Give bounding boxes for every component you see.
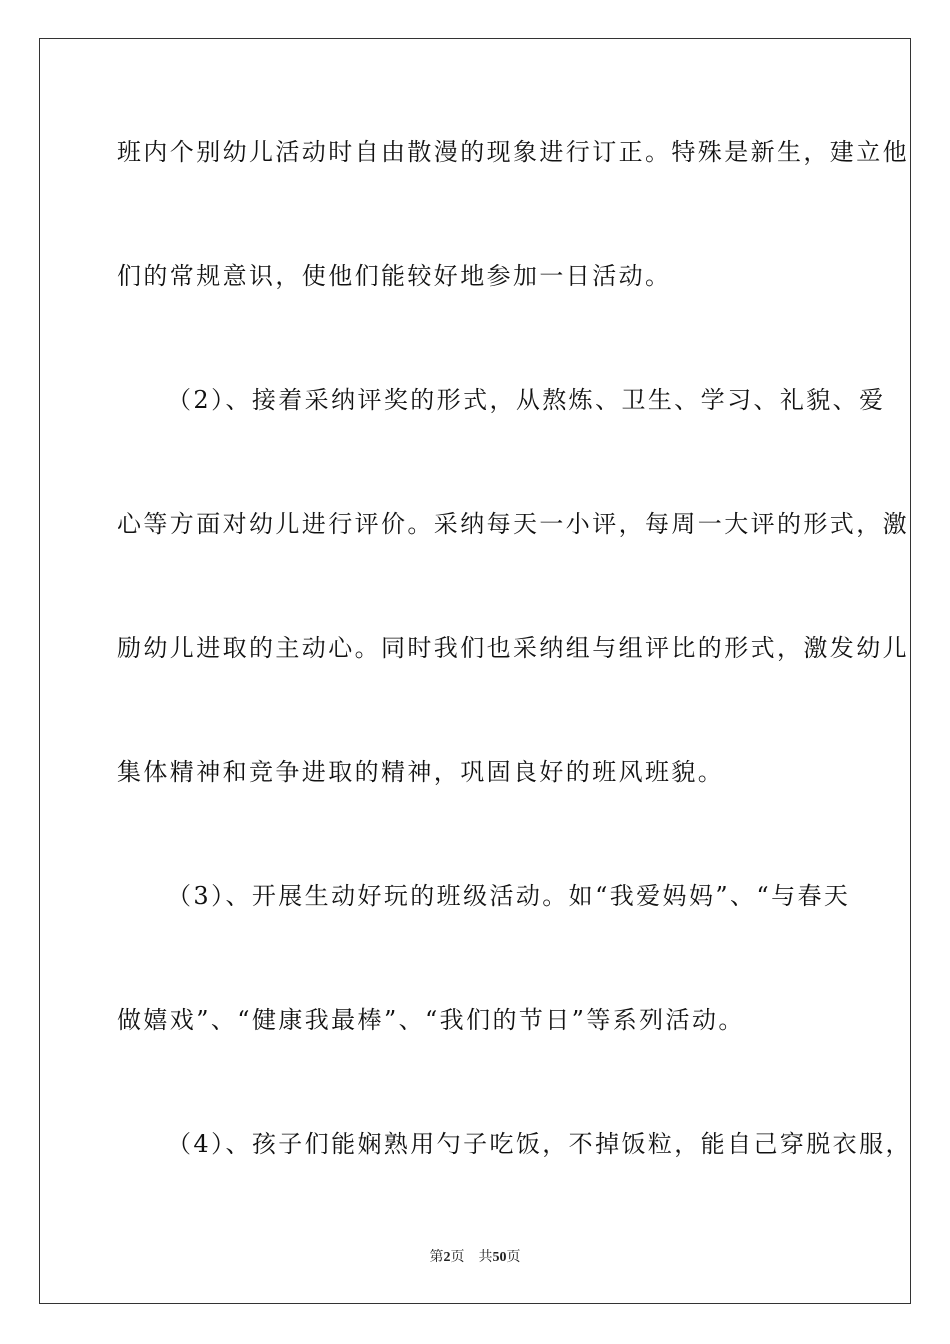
text-line-5: 励幼儿进取的主动心。同时我们也采纳组与组评比的形式，激发幼儿: [117, 634, 909, 662]
text-line-7: （3）、开展生动好玩的班级活动。如“我爱妈妈”、“与春天: [167, 882, 851, 910]
text-line-4: 心等方面对幼儿进行评价。采纳每天一小评，每周一大评的形式，激: [117, 510, 909, 538]
text-line-2: 们的常规意识，使他们能较好地参加一日活动。: [117, 262, 672, 290]
page-number: 2: [443, 1250, 451, 1265]
page-prefix: 第: [429, 1249, 444, 1265]
text-line-9: （4）、孩子们能娴熟用勺子吃饭，不掉饭粒，能自己穿脱衣服，: [167, 1130, 912, 1158]
total-pages: 50: [492, 1250, 507, 1265]
text-line-3: （2）、接着采纳评奖的形式，从熬炼、卫生、学习、礼貌、爱: [167, 386, 886, 414]
page-footer: [0, 1246, 950, 1266]
total-prefix: 共: [478, 1249, 493, 1265]
document-body: [117, 124, 912, 1240]
total-suffix: 页: [506, 1249, 521, 1265]
text-line-8: 做嬉戏”、“健康我最棒”、“我们的节日”等系列活动。: [117, 1006, 745, 1034]
text-line-6: 集体精神和竞争进取的精神，巩固良好的班风班貌。: [117, 758, 725, 786]
page-suffix: 页: [450, 1249, 465, 1265]
text-line-1: 班内个别幼儿活动时自由散漫的现象进行订正。特殊是新生，建立他: [117, 138, 909, 166]
